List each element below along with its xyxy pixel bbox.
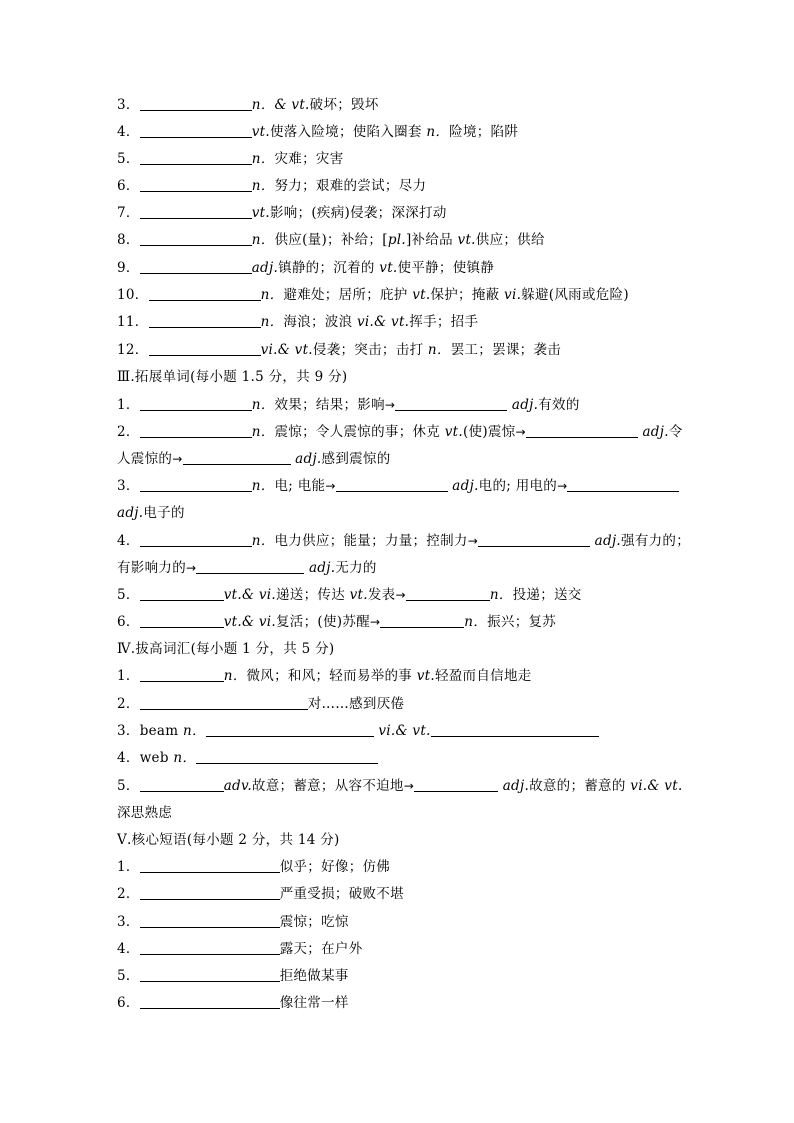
part-of-speech: vt. [416,668,435,684]
definition: 震惊；吃惊 [279,914,349,930]
answer-blank[interactable] [140,150,252,165]
vocab-item-8 [117,230,687,250]
part-of-speech: n． [426,124,450,140]
arrow-icon: → [172,452,183,466]
part-of-speech: adj. [308,560,336,576]
definition: 递送；传达 [276,587,345,603]
part-of-speech: vt. [457,232,476,248]
definition: 故意；蓄意；从容不迫地 [251,778,404,794]
part-of-speech: n． [464,614,488,630]
vocab-item-10 [117,285,687,305]
answer-blank[interactable] [206,722,374,737]
part-of-speech: n． [251,533,275,549]
answer-blank[interactable] [140,913,280,928]
definition: 无力的 [335,560,377,576]
arrow-icon: → [369,615,381,629]
arrow-icon: → [557,479,568,493]
phrase-item-5 [117,966,687,986]
item-number: 1． [117,668,140,684]
item-number: 3． [117,478,140,494]
definition: 令 [668,424,683,440]
vocab-item-4 [117,122,687,142]
answer-blank[interactable] [140,123,252,138]
item-number: 9． [117,260,140,276]
expand-item-6 [117,612,687,632]
expand-item-4 [117,531,691,551]
answer-blank[interactable] [140,259,252,274]
answer-blank[interactable] [380,613,464,628]
answer-blank[interactable] [336,477,448,492]
advanced-item-3 [117,721,687,741]
answer-blank[interactable] [140,477,252,492]
phrase-item-4 [117,939,687,959]
answer-blank[interactable] [140,858,280,873]
answer-blank[interactable] [140,695,308,710]
advanced-item-1 [117,666,687,686]
definition: 像往常一样 [279,995,349,1011]
answer-blank[interactable] [478,532,590,547]
advanced-item-4 [117,748,687,768]
part-of-speech: adj. [117,505,144,521]
definition: 震惊；令人震惊的事；休克 [274,424,441,440]
definition: 使平静；使镇静 [397,260,495,276]
definition: 感到震惊的 [321,451,391,467]
expand-item-2-continued [117,449,687,469]
definition: 破坏；毁坏 [309,97,379,113]
part-of-speech: vi. [504,287,522,303]
vocab-item-7 [117,203,687,223]
answer-blank[interactable] [140,613,224,628]
definition: 供应；供给 [475,232,545,248]
item-number: 1． [117,397,140,413]
part-of-speech: adj. [452,478,479,494]
answer-blank[interactable] [149,313,261,328]
arrow-icon: → [384,398,396,412]
answer-blank[interactable] [140,231,252,246]
definition: 海浪；波浪 [283,314,353,330]
definition: 深思熟虑 [117,805,173,821]
answer-blank[interactable] [140,885,280,900]
part-of-speech: n． [251,424,275,440]
answer-blank[interactable] [140,177,252,192]
part-of-speech: vi.& vt. [356,314,410,330]
item-number: 3． [117,723,140,739]
vocab-item-9 [117,258,687,278]
headword: beam [139,723,179,739]
definition: 灾难；灾害 [274,151,344,167]
arrow-icon: → [395,588,406,602]
expand-item-1 [117,395,687,415]
answer-blank[interactable] [395,396,507,411]
definition: 复活；(使)苏醒 [276,614,370,630]
part-of-speech: n． [182,723,206,739]
part-of-speech: n．& vt. [251,97,310,113]
part-of-speech: n． [173,750,197,766]
answer-blank[interactable] [140,204,252,219]
item-number: 5． [117,151,140,167]
phrase-item-2 [117,884,687,904]
item-number: 3． [117,914,140,930]
part-of-speech: vt. [251,205,270,221]
part-of-speech: vt.& vi. [223,587,276,603]
part-of-speech: vt. [349,587,368,603]
part-of-speech: vi.& vt. [630,778,683,794]
answer-blank[interactable] [140,532,252,547]
item-number: 5． [117,587,140,603]
part-of-speech: adj. [295,451,322,467]
part-of-speech: n． [260,314,284,330]
part-of-speech: n． [251,232,275,248]
advanced-item-5-continued [117,803,687,823]
item-number: 2． [117,696,140,712]
definition: 微风；和风；轻而易举的事 [246,668,413,684]
definition: 努力；艰难的尝试；尽力 [274,178,427,194]
definition: 拒绝做某事 [279,968,349,984]
definition: 人震惊的 [117,451,173,467]
definition: 振兴；复苏 [487,614,557,630]
answer-blank[interactable] [196,559,304,574]
definition: 有效的 [538,397,580,413]
item-number: 6． [117,614,140,630]
answer-blank[interactable] [414,777,498,792]
answer-blank[interactable] [140,667,224,682]
definition: 发表 [367,587,396,603]
definition: 险境；陷阱 [449,124,519,140]
definition: 投递；送交 [512,587,582,603]
definition: 使落入险境；使陷入圈套 [269,124,422,140]
answer-blank[interactable] [526,423,638,438]
definition: 对……感到厌倦 [307,696,405,712]
item-number: 3． [117,97,140,113]
item-number: 4． [117,533,140,549]
definition: 电的; 用电的 [478,478,558,494]
item-number: 10． [117,287,149,303]
item-number: 1． [117,859,140,875]
part-of-speech: n． [427,342,451,358]
definition: 电; 电能 [274,478,326,494]
answer-blank[interactable] [183,450,291,465]
advanced-item-2 [117,694,687,714]
arrow-icon: → [325,479,336,493]
definition: 效果；结果；影响 [274,397,385,413]
part-of-speech: n． [489,587,513,603]
definition: 强有力的； [621,533,691,549]
plural-marker: pl. [387,232,406,248]
phrase-item-6 [117,993,687,1013]
item-number: 6． [117,995,140,1011]
item-number: 5． [117,968,140,984]
item-number: 6． [117,178,140,194]
answer-blank[interactable] [140,940,280,955]
phrase-item-1 [117,857,687,877]
part-of-speech: vt. [251,124,270,140]
item-number: 12． [117,342,149,358]
answer-blank[interactable] [140,586,224,601]
answer-blank[interactable] [140,967,280,982]
answer-blank[interactable] [140,994,280,1009]
vocab-item-3 [117,95,687,115]
definition: 电力供应；能量；力量；控制力 [274,533,468,549]
expand-item-2 [117,422,687,442]
section-heading-advanced-vocab: Ⅳ.拔高词汇(每小题 1 分，共 5 分) [117,641,335,657]
answer-blank[interactable] [140,396,252,411]
definition: 影响；(疾病)侵袭；深深打动 [269,205,447,221]
definition: 躲避(风雨或危险) [521,287,629,303]
definition: 有影响力的 [117,560,186,576]
definition: 轻盈而自信地走 [434,668,532,684]
advanced-item-5 [117,776,687,796]
arrow-icon: → [186,561,197,575]
answer-blank[interactable] [149,341,261,356]
definition: 似乎；好像；仿佛 [279,859,391,875]
item-number: 4． [117,941,140,957]
definition: (使)震惊 [462,424,516,440]
answer-blank[interactable] [140,777,224,792]
definition: 罢工；罢课；袭击 [450,342,562,358]
part-of-speech: vt. [379,260,398,276]
phrase-item-3 [117,912,687,932]
headword: web [139,750,169,766]
definition: 镇静的；沉着的 [278,260,375,276]
answer-blank[interactable] [567,477,679,492]
part-of-speech: vi.& vt. [260,342,313,358]
answer-blank[interactable] [140,423,252,438]
definition: 严重受损；破败不堪 [279,886,404,902]
part-of-speech: n． [251,397,275,413]
item-number: 2． [117,424,140,440]
part-of-speech: adj. [642,424,669,440]
arrow-icon: → [403,779,415,793]
item-number: 7． [117,205,140,221]
definition: 供应(量)；补给；[ [274,232,388,248]
expand-item-3 [117,476,687,496]
answer-blank[interactable] [196,749,378,764]
definition: 露天；在户外 [279,941,363,957]
part-of-speech: adj. [511,397,539,413]
definition: 挥手；招手 [409,314,479,330]
part-of-speech: n． [223,668,247,684]
definition: 保护；掩蔽 [430,287,500,303]
arrow-icon: → [515,425,526,439]
vocab-item-5 [117,149,687,169]
item-number: 11． [117,314,149,330]
answer-blank[interactable] [406,586,490,601]
part-of-speech: n． [251,151,275,167]
part-of-speech: vt. [444,424,463,440]
section-heading-expand-words: Ⅲ.拓展单词(每小题 1.5 分，共 9 分) [117,369,348,385]
definition: 故意的；蓄意的 [529,778,626,794]
arrow-icon: → [467,534,479,548]
definition: ]补给品 [405,232,453,248]
part-of-speech: n． [251,178,275,194]
answer-blank[interactable] [149,286,261,301]
expand-item-5 [117,585,687,605]
vocab-item-11 [117,312,687,332]
answer-blank[interactable] [140,96,252,111]
item-number: 8． [117,232,140,248]
vocab-item-6 [117,176,687,196]
item-number: 4． [117,750,140,766]
answer-blank[interactable] [431,722,599,737]
part-of-speech: vt.& vi. [223,614,276,630]
vocab-item-12 [117,340,687,360]
part-of-speech: adj. [251,260,279,276]
definition: 电子的 [143,505,185,521]
expand-item-4-continued [117,558,687,578]
section-heading-core-phrases: Ⅴ.核心短语(每小题 2 分，共 14 分) [117,832,340,848]
part-of-speech: vt. [412,287,431,303]
item-number: 2． [117,886,140,902]
part-of-speech: n． [251,478,275,494]
part-of-speech: adj. [502,778,530,794]
item-number: 5． [117,778,140,794]
item-number: 4． [117,124,140,140]
part-of-speech: vi.& vt. [378,723,431,739]
definition: 避难处；居所；庇护 [283,287,408,303]
part-of-speech: n． [260,287,284,303]
part-of-speech: adj. [594,533,622,549]
part-of-speech: adv. [223,778,252,794]
expand-item-3-continued [117,503,687,523]
definition: 侵袭；突击；击打 [312,342,424,358]
